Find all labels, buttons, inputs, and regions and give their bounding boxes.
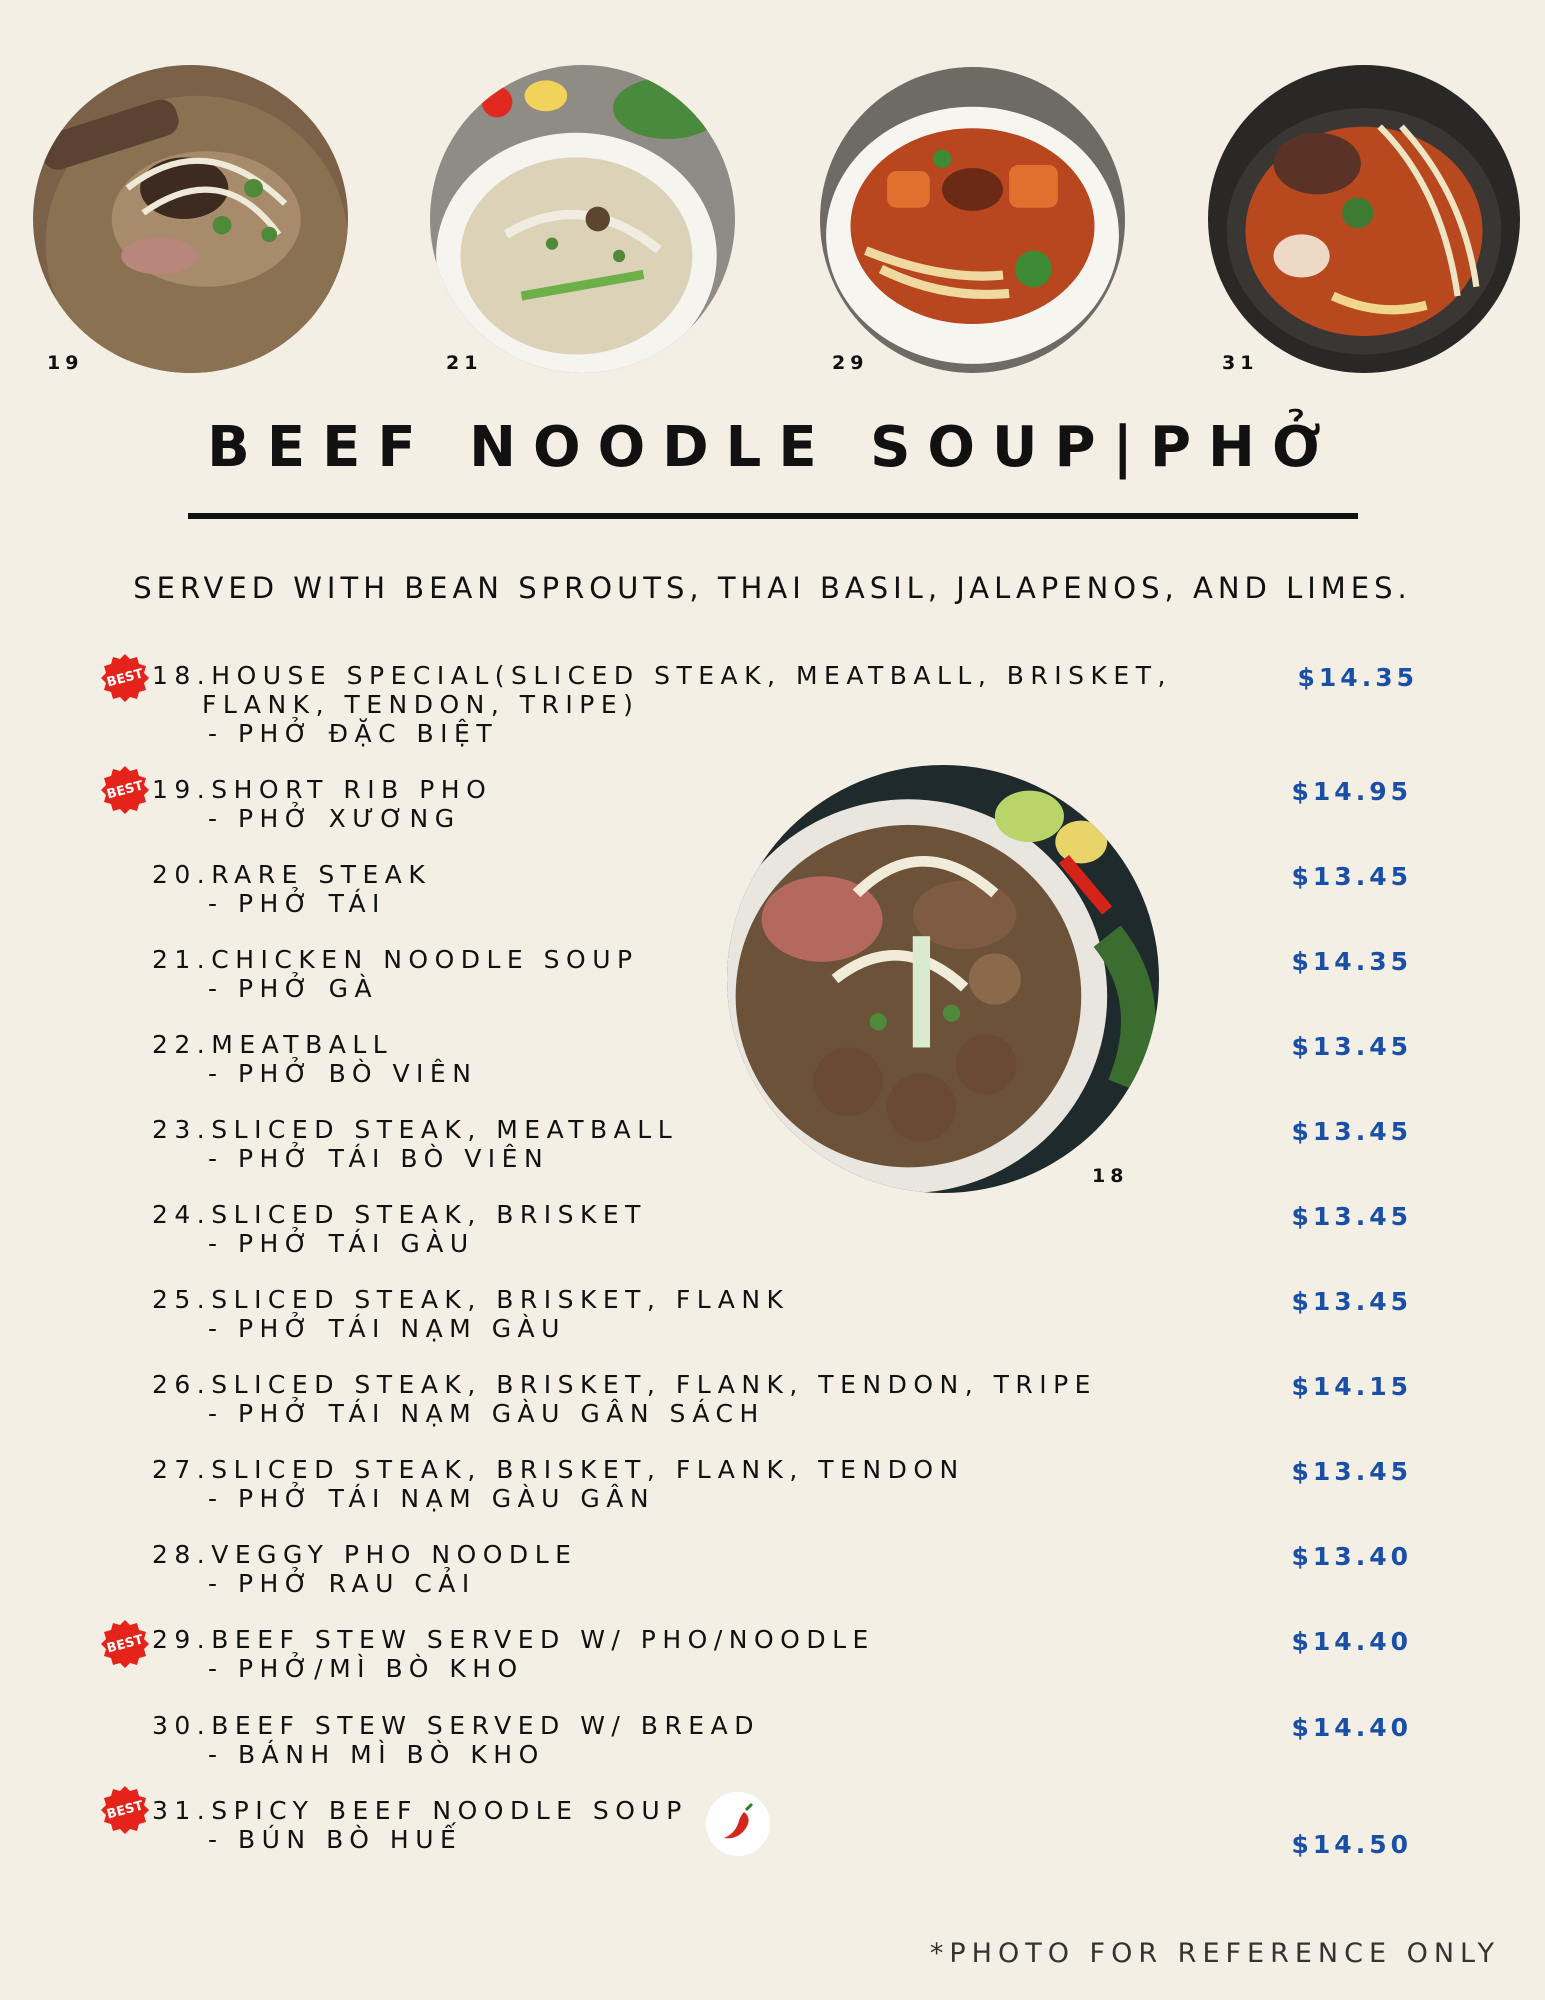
menu-item: [152, 661, 1418, 748]
item-name: HOUSE SPECIAL(SLICED STEAK, MEATBALL, BRISKET,: [211, 661, 1172, 690]
item-name: BEEF STEW SERVED W/ PHO/NOODLE: [211, 1625, 875, 1654]
item-number: 26.: [152, 1370, 212, 1399]
item-number: 20.: [152, 860, 212, 889]
item-price: $13.45: [1291, 862, 1412, 891]
item-number: 19.: [152, 775, 212, 804]
best-badge-icon: [99, 652, 151, 704]
best-badge-icon: [99, 1784, 151, 1836]
item-name-line2: FLANK, TENDON, TRIPE): [202, 690, 640, 719]
best-badge-label: BEST: [105, 666, 145, 691]
item-number: 21.: [152, 945, 212, 974]
page-title: BEEF NOODLE SOUP|PHỞ: [207, 415, 1338, 480]
best-badge-label: BEST: [105, 1632, 145, 1657]
title-divider: [188, 513, 1358, 519]
menu-item: [152, 1625, 1412, 1683]
item-vietnamese-name: - PHỞ TÁI NẠM GÀU GÂN: [208, 1484, 656, 1513]
item-number: 22.: [152, 1030, 212, 1059]
best-badge-icon: [99, 764, 151, 816]
best-badge-label: BEST: [105, 1798, 145, 1823]
item-name: SLICED STEAK, BRISKET, FLANK: [211, 1285, 790, 1314]
item-vietnamese-name: - PHỞ ĐẶC BIỆT: [208, 719, 499, 748]
item-vietnamese-name: - PHỞ TÁI NẠM GÀU GÂN SÁCH: [208, 1399, 765, 1428]
photo-beef-stew: [820, 67, 1125, 373]
item-price: $13.45: [1291, 1032, 1412, 1061]
menu-item: [152, 775, 1412, 833]
item-price: $14.40: [1291, 1713, 1412, 1742]
item-price: $14.95: [1291, 777, 1412, 806]
menu-item: [152, 1285, 1412, 1343]
item-vietnamese-name: - PHỞ XƯƠNG: [208, 804, 461, 833]
item-price: $13.45: [1291, 1287, 1412, 1316]
item-vietnamese-name: - PHỞ/MÌ BÒ KHO: [208, 1654, 524, 1683]
item-number: 27.: [152, 1455, 212, 1484]
item-vietnamese-name: - PHỞ TÁI NẠM GÀU: [208, 1314, 566, 1343]
item-name: MEATBALL: [211, 1030, 394, 1059]
item-price: $13.45: [1291, 1202, 1412, 1231]
photo-number-31: 31: [1222, 352, 1259, 374]
best-badge-icon: [99, 1618, 151, 1670]
item-price: $13.45: [1291, 1457, 1412, 1486]
item-number: 29.: [152, 1625, 212, 1654]
photo-number-21: 21: [446, 352, 483, 374]
item-name: CHICKEN NOODLE SOUP: [211, 945, 639, 974]
item-number: 18.: [152, 661, 212, 690]
item-number: 25.: [152, 1285, 212, 1314]
item-number: 28.: [152, 1540, 212, 1569]
item-vietnamese-name: - PHỞ RAU CẢI: [208, 1569, 476, 1598]
photo-spicy-beef-noodle: [1208, 65, 1520, 373]
item-name: VEGGY PHO NOODLE: [211, 1540, 578, 1569]
menu-item: [152, 1711, 1412, 1769]
item-price: $14.35: [1297, 663, 1418, 692]
menu-item: [152, 1370, 1412, 1428]
item-vietnamese-name: - BÚN BÒ HUẾ: [208, 1825, 463, 1854]
item-price: $13.45: [1291, 1117, 1412, 1146]
item-name: SPICY BEEF NOODLE SOUP: [211, 1796, 688, 1825]
item-price: $14.15: [1291, 1372, 1412, 1401]
item-name: SLICED STEAK, BRISKET: [211, 1200, 647, 1229]
item-price: $14.35: [1291, 947, 1412, 976]
menu-subtitle: SERVED WITH BEAN SPROUTS, THAI BASIL, JALAPENOS, AND LIMES.: [133, 571, 1412, 605]
item-vietnamese-name: - PHỞ GÀ: [208, 974, 379, 1003]
item-name: SHORT RIB PHO: [211, 775, 493, 804]
menu-item: [152, 1540, 1412, 1598]
item-name: SLICED STEAK, BRISKET, FLANK, TENDON, TRIPE: [211, 1370, 1097, 1399]
item-name: RARE STEAK: [211, 860, 432, 889]
item-name: SLICED STEAK, MEATBALL: [211, 1115, 679, 1144]
item-price: $13.40: [1291, 1542, 1412, 1571]
menu-item: [152, 1796, 1412, 1859]
item-vietnamese-name: - PHỞ TÁI: [208, 889, 386, 918]
photo-number-18: 18: [1092, 1165, 1129, 1187]
menu-item: [152, 1030, 1412, 1088]
photo-chicken-noodle-soup: [430, 65, 735, 373]
chili-pepper-icon: [706, 1792, 770, 1856]
menu-item: [152, 860, 1412, 918]
menu-item: [152, 1115, 1412, 1173]
menu-item: [152, 945, 1412, 1003]
photo-number-19: 19: [47, 352, 84, 374]
photo-number-29: 29: [832, 352, 869, 374]
item-price: $14.40: [1291, 1627, 1412, 1656]
item-vietnamese-name: - PHỞ BÒ VIÊN: [208, 1059, 478, 1088]
photo-short-rib-pho: [33, 65, 348, 373]
item-number: 23.: [152, 1115, 212, 1144]
item-vietnamese-name: - PHỞ TÁI GÀU: [208, 1229, 475, 1258]
photo-disclaimer: *PHOTO FOR REFERENCE ONLY: [929, 1938, 1500, 1969]
best-badge-label: BEST: [105, 778, 145, 803]
item-vietnamese-name: - BÁNH MÌ BÒ KHO: [208, 1740, 545, 1769]
menu-item: [152, 1200, 1412, 1258]
item-number: 24.: [152, 1200, 212, 1229]
item-price: $14.50: [1291, 1830, 1412, 1859]
item-number: 30.: [152, 1711, 212, 1740]
item-name: SLICED STEAK, BRISKET, FLANK, TENDON: [211, 1455, 965, 1484]
menu-item: [152, 1455, 1412, 1513]
item-vietnamese-name: - PHỞ TÁI BÒ VIÊN: [208, 1144, 550, 1173]
item-number: 31.: [152, 1796, 212, 1825]
item-name: BEEF STEW SERVED W/ BREAD: [211, 1711, 760, 1740]
